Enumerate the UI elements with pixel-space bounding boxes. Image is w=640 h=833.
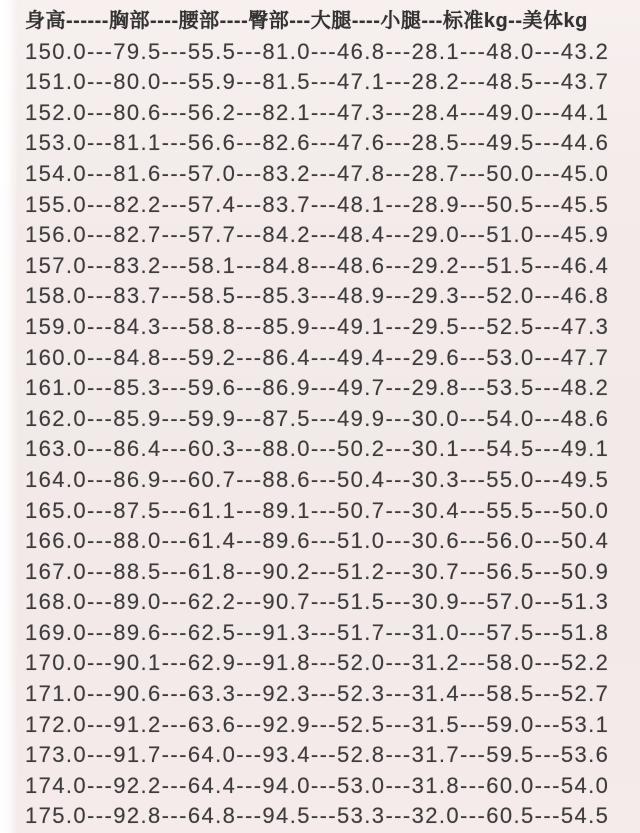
table-row: 165.0---87.5---61.1---89.1---50.7---30.4---55.5---50.0: [25, 497, 610, 523]
table-row: 157.0---83.2---58.1---84.8---48.6---29.2---51.5---46.4: [25, 252, 610, 278]
table-row: 166.0---88.0---61.4---89.6---51.0---30.6---56.0---50.4: [25, 528, 610, 554]
table-row: 169.0---89.6---62.5---91.3---51.7---31.0---57.5---51.8: [25, 619, 610, 645]
table-row: 160.0---84.8---59.2---86.4---49.4---29.6---53.0---47.7: [25, 344, 610, 370]
table-row: 171.0---90.6---63.3---92.3---52.3---31.4---58.5---52.7: [25, 681, 610, 707]
table-row: 162.0---85.9---59.9---87.5---49.9---30.0---54.0---48.6: [25, 405, 610, 431]
table-row: 161.0---85.3---59.6---86.9---49.7---29.8---53.5---48.2: [25, 375, 610, 401]
table-row: 150.0---79.5---55.5---81.0---46.8---28.1---48.0---43.2: [25, 38, 610, 64]
table-row: 155.0---82.2---57.4---83.7---48.1---28.9---50.5---45.5: [25, 191, 610, 217]
table-body: [25, 37, 630, 832]
table-row: 170.0---90.1---62.9---91.8---52.0---31.2---58.0---52.2: [25, 650, 610, 676]
table-header: 身高------胸部----腰部----臀部---大腿----小腿---标准kg--美体kg: [25, 10, 588, 32]
table-row: 173.0---91.7---64.0---93.4---52.8---31.7---59.5---53.6: [25, 742, 610, 768]
table-row: 174.0---92.2---64.4---94.0---53.0---31.8---60.0---54.0: [25, 772, 610, 798]
table-row: 151.0---80.0---55.9---81.5---47.1---28.2---48.5---43.7: [25, 69, 610, 95]
table-row: 167.0---88.5---61.8---90.2---51.2---30.7---56.5---50.9: [25, 558, 610, 584]
table-row: 163.0---86.4---60.3---88.0---50.2---30.1---54.5---49.1: [25, 436, 610, 462]
table-row: 159.0---84.3---58.8---85.9---49.1---29.5---52.5---47.3: [25, 313, 610, 339]
table-row: 175.0---92.8---64.8---94.5---53.3---32.0---60.5---54.5: [25, 803, 610, 829]
table-row: 156.0---82.7---57.7---84.2---48.4---29.0---51.0---45.9: [25, 222, 610, 248]
table-row: 154.0---81.6---57.0---83.2---47.8---28.7---50.0---45.0: [25, 160, 610, 186]
table-row: 172.0---91.2---63.6---92.9---52.5---31.5---59.0---53.1: [25, 711, 610, 737]
table-row: 158.0---83.7---58.5---85.3---48.9---29.3---52.0---46.8: [25, 283, 610, 309]
table-row: 153.0---81.1---56.6---82.6---47.6---28.5---49.5---44.6: [25, 130, 610, 156]
table-row: 168.0---89.0---62.2---90.7---51.5---30.9---57.0---51.3: [25, 589, 610, 615]
table-row: 164.0---86.9---60.7---88.6---50.4---30.3---55.0---49.5: [25, 466, 610, 492]
table-row: 152.0---80.6---56.2---82.1---47.3---28.4---49.0---44.1: [25, 99, 610, 125]
